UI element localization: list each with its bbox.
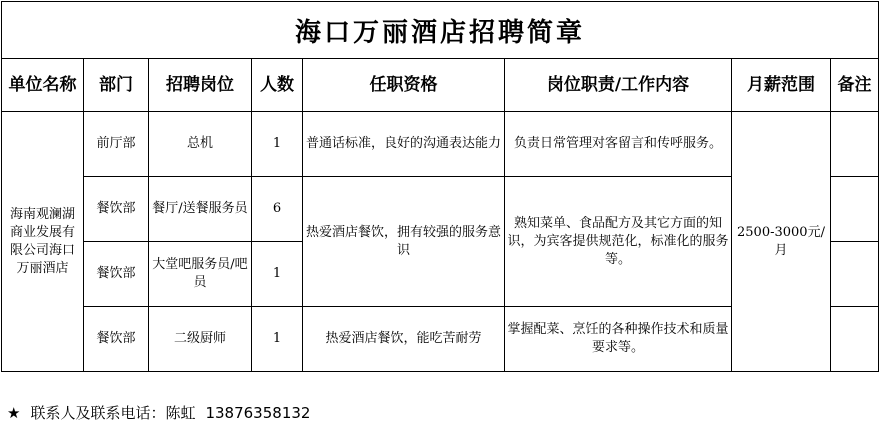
position-cell: 大堂吧服务员/吧员 bbox=[149, 242, 252, 307]
table-row bbox=[2, 112, 879, 177]
dept-cell: 餐饮部 bbox=[84, 307, 149, 372]
count-cell: 1 bbox=[252, 112, 303, 177]
star-icon: ★ bbox=[7, 404, 21, 422]
header-row bbox=[2, 59, 879, 112]
duty-cell: 掌握配菜、烹饪的各种操作技术和质量要求等。 bbox=[505, 307, 732, 372]
header-count: 人数 bbox=[252, 59, 303, 112]
qualification-cell: 普通话标准，良好的沟通表达能力 bbox=[303, 112, 505, 177]
contact-line bbox=[7, 402, 310, 423]
header-unit: 单位名称 bbox=[2, 59, 84, 112]
duty-cell: 负责日常管理对客留言和传呼服务。 bbox=[505, 112, 732, 177]
contact-label: 联系人及联系电话：陈虹 bbox=[30, 404, 196, 422]
count-cell: 1 bbox=[252, 242, 303, 307]
count-cell: 1 bbox=[252, 307, 303, 372]
note-cell bbox=[831, 307, 879, 372]
qualification-cell-merged: 热爱酒店餐饮，拥有较强的服务意识 bbox=[303, 177, 505, 307]
count-cell: 6 bbox=[252, 177, 303, 242]
salary-cell: 2500-3000元/月 bbox=[732, 112, 831, 372]
position-cell: 餐厅/送餐服务员 bbox=[149, 177, 252, 242]
contact-phone: 13876358132 bbox=[205, 404, 311, 422]
dept-cell: 餐饮部 bbox=[84, 242, 149, 307]
header-position: 招聘岗位 bbox=[149, 59, 252, 112]
header-dept: 部门 bbox=[84, 59, 149, 112]
note-cell bbox=[831, 112, 879, 177]
qualification-cell: 热爱酒店餐饮，能吃苦耐劳 bbox=[303, 307, 505, 372]
header-salary: 月薪范围 bbox=[732, 59, 831, 112]
note-cell bbox=[831, 177, 879, 242]
position-cell: 总机 bbox=[149, 112, 252, 177]
dept-cell: 餐饮部 bbox=[84, 177, 149, 242]
page-title: 海口万丽酒店招聘简章 bbox=[2, 2, 879, 59]
note-cell bbox=[831, 242, 879, 307]
dept-cell: 前厅部 bbox=[84, 112, 149, 177]
duty-cell-merged: 熟知菜单、食品配方及其它方面的知识，为宾客提供规范化，标准化的服务等。 bbox=[505, 177, 732, 307]
header-duty: 岗位职责/工作内容 bbox=[505, 59, 732, 112]
recruitment-table bbox=[1, 1, 879, 372]
header-qualification: 任职资格 bbox=[303, 59, 505, 112]
header-note: 备注 bbox=[831, 59, 879, 112]
position-cell: 二级厨师 bbox=[149, 307, 252, 372]
unit-name-cell: 海南观澜湖商业发展有限公司海口万丽酒店 bbox=[2, 112, 84, 372]
